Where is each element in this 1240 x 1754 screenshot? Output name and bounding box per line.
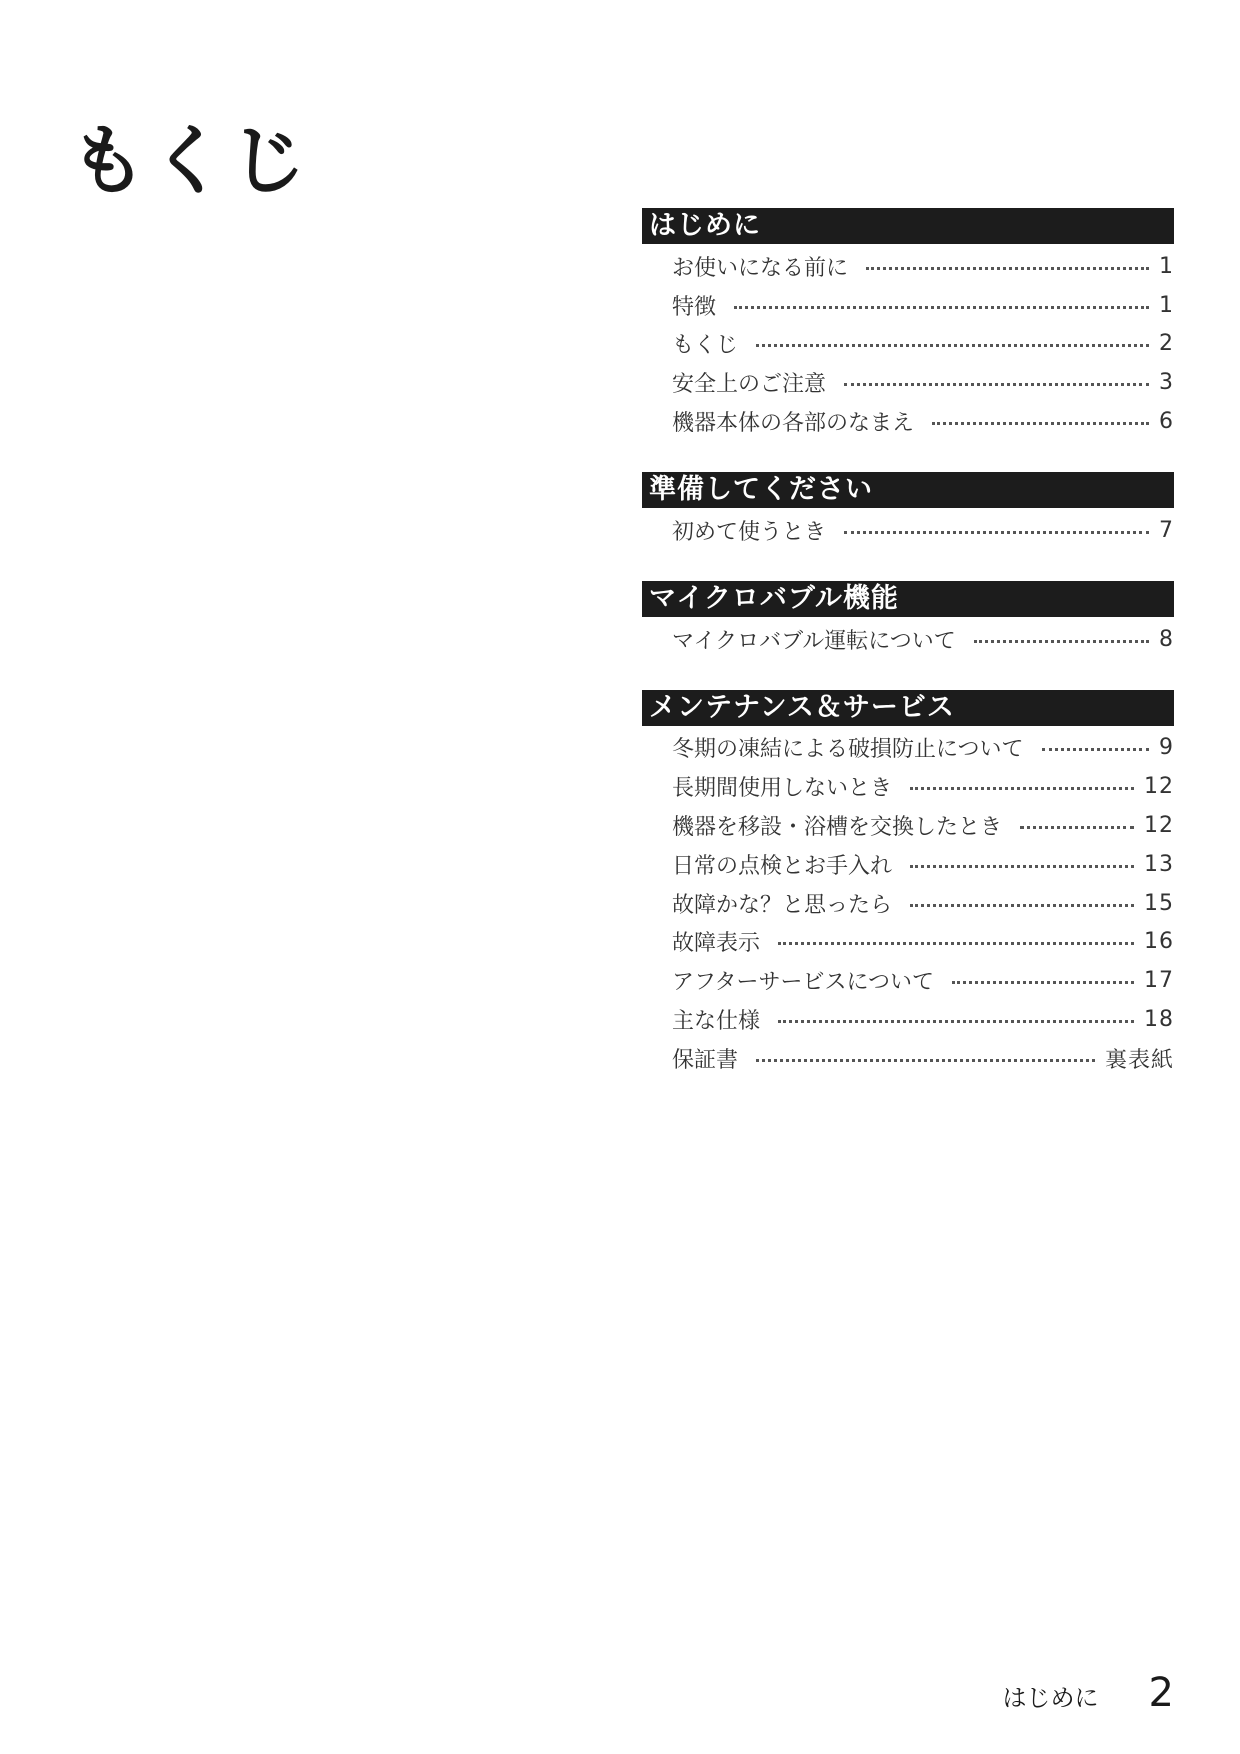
dot-leader (866, 267, 1149, 270)
toc-entry-label: 安全上のご注意 (672, 372, 827, 398)
dot-leader (844, 531, 1149, 534)
dot-leader (756, 344, 1149, 347)
toc-section-maintenance (642, 690, 1174, 1078)
toc-entry-label: 主な仕様 (672, 1009, 761, 1035)
dot-leader (910, 787, 1134, 790)
dot-leader (756, 1059, 1095, 1062)
toc-entry[interactable] (642, 961, 1174, 1000)
toc-entry-page: 9 (1159, 735, 1174, 761)
section-header: 準備してください (642, 472, 1174, 508)
toc-entry[interactable] (642, 884, 1174, 923)
toc-entry[interactable] (642, 767, 1174, 806)
toc-entry-label: 特徴 (672, 294, 717, 320)
toc-entry-label: 故障表示 (672, 931, 761, 957)
dot-leader (778, 1020, 1134, 1023)
toc-entry-label: 長期間使用しないとき (672, 776, 893, 802)
toc-list (642, 617, 1174, 659)
toc-entry-label: 日常の点検とお手入れ (672, 853, 893, 879)
footer-section-name: はじめに (1002, 1684, 1099, 1712)
toc-entry-page: 17 (1144, 968, 1174, 994)
toc-entry-label: 初めて使うとき (672, 519, 827, 545)
toc-entry[interactable] (642, 247, 1174, 286)
toc-section-preparation (642, 472, 1174, 550)
section-header: マイクロバブル機能 (642, 581, 1174, 617)
toc-entry-page: 18 (1144, 1007, 1174, 1033)
toc-entry-page: 6 (1159, 409, 1174, 435)
toc-entry[interactable] (642, 845, 1174, 884)
toc-entry-label: 機器本体の各部のなまえ (672, 411, 915, 437)
footer-page-number: 2 (1148, 1670, 1174, 1716)
toc-entry-label: アフターサービスについて (672, 970, 935, 996)
page-footer (1003, 1670, 1174, 1716)
toc-entry-page: 8 (1159, 626, 1174, 652)
toc-entry-page: 3 (1159, 370, 1174, 396)
toc-section-introduction (642, 208, 1174, 441)
toc-entry-page: 13 (1144, 851, 1174, 877)
toc-list (642, 508, 1174, 550)
toc-entry-page: 12 (1144, 813, 1174, 839)
toc-entry-page: 2 (1159, 331, 1174, 357)
dot-leader (778, 942, 1134, 945)
table-of-contents (642, 208, 1174, 1109)
toc-list (642, 726, 1174, 1078)
toc-list (642, 244, 1174, 441)
toc-entry-page: 7 (1159, 517, 1174, 543)
toc-entry-label: 保証書 (672, 1047, 739, 1073)
dot-leader (910, 904, 1134, 907)
toc-entry[interactable] (642, 806, 1174, 845)
toc-entry-page: 16 (1144, 929, 1174, 955)
dot-leader (1042, 748, 1149, 751)
toc-entry-label: お使いになる前に (672, 255, 849, 281)
toc-entry[interactable] (642, 325, 1174, 364)
dot-leader (734, 306, 1149, 309)
toc-entry-label: もくじ (672, 333, 739, 359)
dot-leader (974, 640, 1149, 643)
toc-entry[interactable] (642, 402, 1174, 441)
page-title: もくじ (70, 115, 310, 205)
toc-entry[interactable] (642, 1039, 1174, 1078)
toc-entry[interactable] (642, 511, 1174, 550)
toc-entry[interactable] (642, 363, 1174, 402)
toc-entry-page: 15 (1144, 890, 1174, 916)
toc-section-microbubble (642, 581, 1174, 659)
toc-entry[interactable] (642, 729, 1174, 768)
toc-entry-label: 故障かな？と思ったら (672, 892, 893, 918)
toc-entry-page: 1 (1159, 292, 1174, 318)
toc-entry-label: 機器を移設・浴槽を交換したとき (672, 815, 1003, 841)
toc-entry[interactable] (642, 923, 1174, 962)
toc-entry-label: 冬期の凍結による破損防止について (672, 737, 1024, 763)
toc-entry[interactable] (642, 1000, 1174, 1039)
dot-leader (910, 865, 1134, 868)
dot-leader (844, 383, 1149, 386)
toc-entry-label: マイクロバブル運転について (672, 628, 956, 654)
dot-leader (952, 981, 1134, 984)
dot-leader (932, 422, 1149, 425)
toc-entry-page: 12 (1144, 774, 1174, 800)
toc-entry-page: 裏表紙 (1104, 1047, 1174, 1073)
toc-entry[interactable] (642, 286, 1174, 325)
dot-leader (1020, 826, 1134, 829)
section-header: はじめに (642, 208, 1174, 244)
toc-entry[interactable] (642, 620, 1174, 659)
section-header: メンテナンス＆サービス (642, 690, 1174, 726)
toc-entry-page: 1 (1159, 253, 1174, 279)
